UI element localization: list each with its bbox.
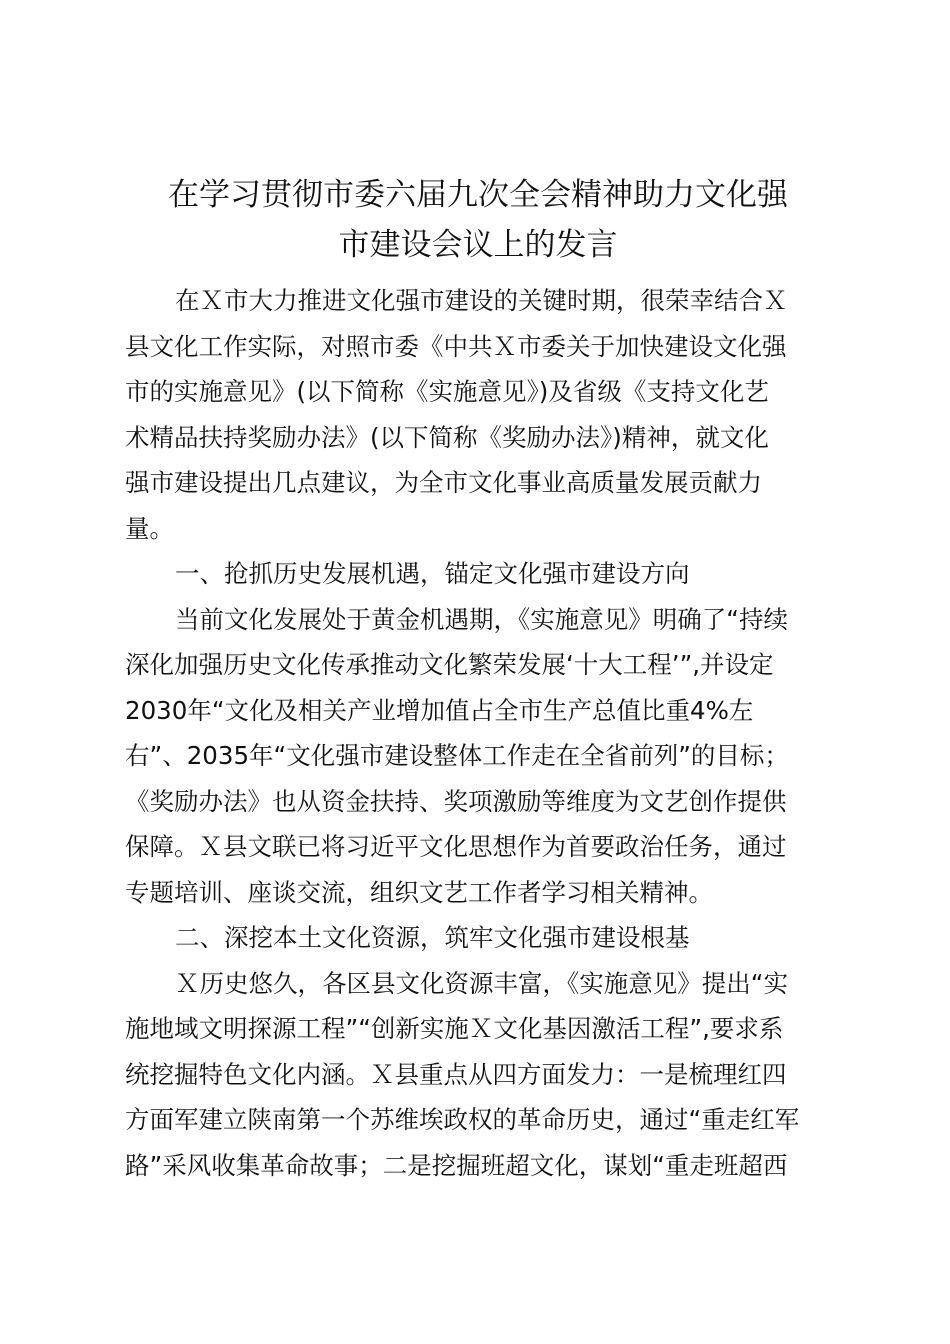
text-line: 当前文化发展处于黄金机遇期，《实施意见》明确了“持续 (175, 604, 788, 634)
text-line: 2030年“文化及相关产业增加值占全市生产总值比重4%左 (125, 695, 754, 725)
text-line: 右”、2035年“文化强市建设整体工作走在全省前列”的目标； (125, 741, 789, 770)
document-title (118, 170, 838, 270)
text-line: 术精品扶持奖励办法》(以下简称《奖励办法》)精神，就文化 (125, 422, 769, 452)
title-line: 市建设会议上的发言 (338, 227, 618, 263)
text-line: 深化加强历史文化传承推动文化繁荣发展‘十大工程’”,并设定 (125, 650, 774, 679)
text-line: 量。 (125, 513, 174, 543)
document-body (125, 278, 835, 1188)
text-line: Ｘ历史悠久，各区县文化资源丰富，《实施意见》提出“实 (175, 968, 788, 998)
text-line: 《奖励办法》也从资金扶持、奖项激励等维度为文艺创作提供 (125, 786, 787, 816)
paragraph-intro (125, 278, 835, 551)
text-line: 在Ｘ市大力推进文化强市建设的关键时期，很荣幸结合Ｘ (175, 286, 788, 315)
heading-line: 一、抢抓历史发展机遇，锚定文化强市建设方向 (175, 559, 690, 588)
text-line: 路”采风收集革命故事；二是挖掘班超文化，谋划“重走班超西 (125, 1150, 788, 1180)
text-line: 专题培训、座谈交流，组织文艺工作者学习相关精神。 (125, 877, 713, 907)
title-line: 在学习贯彻市委六届九次全会精神助力文化强 (168, 177, 788, 213)
text-line: 强市建设提出几点建议，为全市文化事业高质量发展贡献力 (125, 468, 762, 497)
text-line: 施地域文明探源工程”“创新实施Ｘ文化基因激活工程”,要求系 (125, 1014, 784, 1043)
heading-line: 二、深挖本土文化资源，筑牢文化强市建设根基 (175, 923, 690, 952)
section-heading-1 (125, 551, 835, 597)
text-line: 方面军建立陕南第一个苏维埃政权的革命历史，通过“重走红军 (125, 1105, 800, 1134)
text-line: 保障。Ｘ县文联已将习近平文化思想作为首要政治任务，通过 (125, 832, 787, 861)
text-line: 市的实施意见》(以下简称《实施意见》)及省级《支持文化艺 (125, 377, 769, 406)
paragraph-section-1 (125, 597, 835, 916)
section-heading-2 (125, 915, 835, 961)
text-line: 统挖掘特色文化内涵。Ｘ县重点从四方面发力：一是梳理红四 (125, 1059, 787, 1089)
text-line: 县文化工作实际，对照市委《中共Ｘ市委关于加快建设文化强 (125, 331, 787, 361)
paragraph-section-2 (125, 961, 835, 1189)
